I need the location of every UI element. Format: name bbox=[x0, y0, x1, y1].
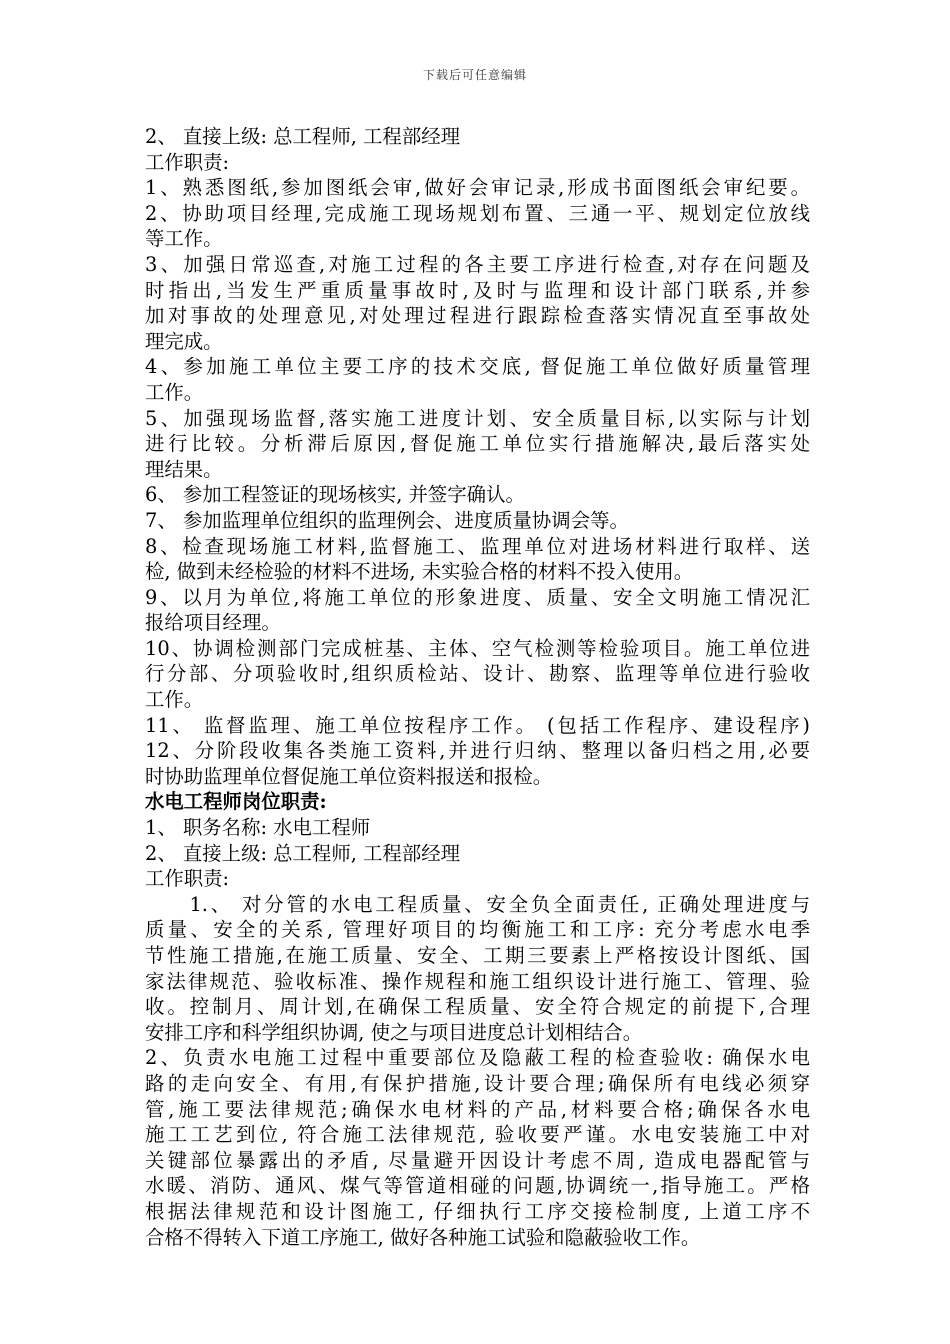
text-line: 收。控制月、周计划,在确保工程质量、安全符合规定的前提下,合理 bbox=[145, 995, 810, 1019]
text-line: 检, 做到未经检验的材料不进场, 未实验合格的材料不投入使用。 bbox=[145, 560, 694, 584]
text-line: 4、参加施工单位主要工序的技术交底, 督促施工单位做好质量管理 bbox=[145, 355, 810, 379]
text-line: 理完成。 bbox=[145, 329, 223, 353]
page-header: 下载后可任意编辑 bbox=[422, 68, 527, 82]
text-line: 行分部、分项验收时,组织质检站、设计、勘察、监理等单位进行验收 bbox=[145, 662, 810, 686]
text-line: 理结果。 bbox=[145, 457, 223, 481]
text-line: 8、检查现场施工材料,监督施工、监理单位对进场材料进行取样、送 bbox=[145, 534, 810, 558]
text-line: 10、协调检测部门完成桩基、主体、空气检测等检验项目。施工单位进 bbox=[145, 636, 810, 660]
text-line: 9、以月为单位,将施工单位的形象进度、质量、安全文明施工情况汇 bbox=[145, 585, 810, 609]
text-line: 2、负责水电施工过程中重要部位及隐蔽工程的检查验收: 确保水电 bbox=[145, 1046, 810, 1070]
text-line: 路的走向安全、有用,有保护措施,设计要合理;确保所有电线必须穿 bbox=[145, 1071, 810, 1095]
text-line: 关键部位暴露出的矛盾, 尽量避开因设计考虑不周, 造成电器配管与 bbox=[145, 1148, 810, 1172]
text-line: 2、 直接上级: 总工程师, 工程部经理 bbox=[145, 841, 460, 865]
text-line: 5、加强现场监督,落实施工进度计划、安全质量目标,以实际与计划 bbox=[145, 406, 810, 430]
text-line: 11、 监督监理、施工单位按程序工作。 (包括工作程序、建设程序) bbox=[145, 713, 810, 737]
text-line: 等工作。 bbox=[145, 227, 223, 251]
text-line: 合格不得转入下道工序施工, 做好各种施工试验和隐蔽验收工作。 bbox=[145, 1225, 701, 1249]
text-line: 进行比较。分析滞后原因,督促施工单位实行措施解决,最后落实处 bbox=[145, 432, 810, 456]
text-line: 根据法律规范和设计图施工, 仔细执行工序交接检制度, 上道工序不 bbox=[145, 1199, 810, 1223]
text-line: 时指出,当发生严重质量事故时,及时与监理和设计部门联系,并参 bbox=[145, 278, 810, 302]
text-line: 质量、安全的关系, 管理好项目的均衡施工和工序: 充分考虑水电季 bbox=[145, 918, 810, 942]
text-line: 1、 职务名称: 水电工程师 bbox=[145, 816, 371, 840]
section-heading: 水电工程师岗位职责: bbox=[145, 790, 327, 814]
text-line: 2、协助项目经理,完成施工现场规划布置、三通一平、规划定位放线 bbox=[145, 201, 810, 225]
text-line: 1.、 对分管的水电工程质量、安全负全面责任, 正确处理进度与 bbox=[145, 892, 810, 916]
text-line: 工作职责: bbox=[145, 150, 230, 174]
document-body bbox=[145, 124, 810, 1250]
text-line: 施工工艺到位, 符合施工法律规范, 验收要严谨。水电安装施工中对 bbox=[145, 1123, 810, 1147]
text-line: 12、分阶段收集各类施工资料,并进行归纳、整理以备归档之用,必要 bbox=[145, 739, 810, 763]
text-line: 3、加强日常巡查,对施工过程的各主要工序进行检查,对存在问题及 bbox=[145, 252, 810, 276]
text-line: 安排工序和科学组织协调, 使之与项目进度总计划相结合。 bbox=[145, 1020, 643, 1044]
text-line: 家法律规范、验收标准、操作规程和施工组织设计进行施工、管理、验 bbox=[145, 969, 810, 993]
text-line: 水暖、消防、通风、煤气等管道相碰的问题,协调统一,指导施工。严格 bbox=[145, 1174, 810, 1198]
text-line: 工作。 bbox=[145, 688, 204, 712]
text-line: 1、熟悉图纸,参加图纸会审,做好会审记录,形成书面图纸会审纪要。 bbox=[145, 176, 810, 200]
text-line: 报给项目经理。 bbox=[145, 611, 281, 635]
text-line: 6、 参加工程签证的现场核实, 并签字确认。 bbox=[145, 483, 525, 507]
text-line: 工作职责: bbox=[145, 867, 230, 891]
text-line: 7、 参加监理单位组织的监理例会、进度质量协调会等。 bbox=[145, 508, 629, 532]
text-line: 2、 直接上级: 总工程师, 工程部经理 bbox=[145, 125, 460, 148]
text-line: 时协助监理单位督促施工单位资料报送和报检。 bbox=[145, 764, 553, 788]
text-line: 工作。 bbox=[145, 380, 204, 404]
text-line: 管,施工要法律规范;确保水电材料的产品,材料要合格;确保各水电 bbox=[145, 1097, 810, 1121]
text-line: 加对事故的处理意见,对处理过程进行跟踪检查落实情况直至事故处 bbox=[145, 304, 810, 328]
text-line: 节性施工措施,在施工质量、安全、工期三要素上严格按设计图纸、国 bbox=[145, 944, 810, 967]
